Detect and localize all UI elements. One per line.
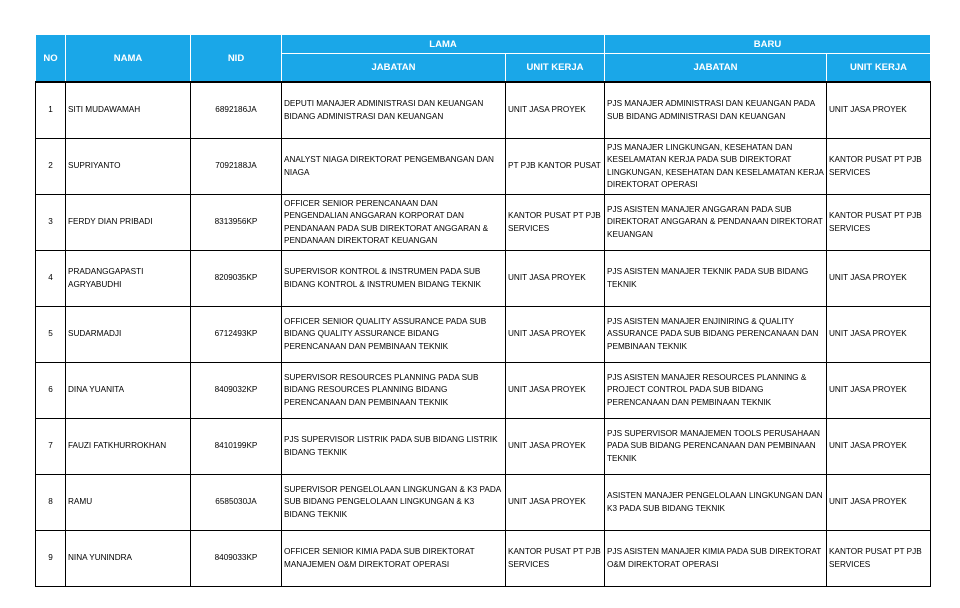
- header-unit-kerja-baru: UNIT KERJA: [827, 54, 931, 83]
- cell-no: 2: [36, 139, 66, 195]
- cell-nid: 6712493KP: [191, 307, 282, 363]
- mutation-table: [35, 34, 931, 587]
- cell-unit-lama: KANTOR PUSAT PT PJB SERVICES: [506, 195, 605, 251]
- cell-unit-baru: KANTOR PUSAT PT PJB SERVICES: [827, 195, 931, 251]
- table-row: [36, 419, 931, 475]
- table-row: [36, 307, 931, 363]
- header-nama: NAMA: [66, 35, 191, 83]
- cell-jabatan-lama: PJS SUPERVISOR LISTRIK PADA SUB BIDANG LISTRIK BIDANG TEKNIK: [282, 419, 506, 475]
- table-row: [36, 195, 931, 251]
- table-row: [36, 139, 931, 195]
- cell-no: 1: [36, 82, 66, 139]
- cell-unit-lama: UNIT JASA PROYEK: [506, 307, 605, 363]
- cell-jabatan-baru: PJS ASISTEN MANAJER TEKNIK PADA SUB BIDANG TEKNIK: [605, 251, 827, 307]
- header-lama: LAMA: [282, 35, 605, 54]
- cell-nid: 8410199KP: [191, 419, 282, 475]
- cell-unit-lama: UNIT JASA PROYEK: [506, 251, 605, 307]
- cell-nama: FERDY DIAN PRIBADI: [66, 195, 191, 251]
- cell-jabatan-lama: OFFICER SENIOR KIMIA PADA SUB DIREKTORAT MANAJEMEN O&M DIREKTORAT OPERASI: [282, 531, 506, 587]
- cell-jabatan-baru: PJS ASISTEN MANAJER KIMIA PADA SUB DIREKTORAT O&M DIREKTORAT OPERASI: [605, 531, 827, 587]
- table-row: [36, 82, 931, 139]
- cell-nid: 8409033KP: [191, 531, 282, 587]
- table-body: [36, 82, 931, 587]
- cell-no: 5: [36, 307, 66, 363]
- cell-nid: 8209035KP: [191, 251, 282, 307]
- cell-unit-lama: PT PJB KANTOR PUSAT: [506, 139, 605, 195]
- cell-unit-baru: KANTOR PUSAT PT PJB SERVICES: [827, 139, 931, 195]
- cell-jabatan-baru: PJS MANAJER ADMINISTRASI DAN KEUANGAN PADA SUB BIDANG ADMINISTRASI DAN KEUANGAN: [605, 82, 827, 139]
- cell-jabatan-lama: OFFICER SENIOR QUALITY ASSURANCE PADA SUB BIDANG QUALITY ASSURANCE BIDANG PERENCANAAN DAN PEMBINAAN TEKNIK: [282, 307, 506, 363]
- cell-unit-baru: UNIT JASA PROYEK: [827, 307, 931, 363]
- cell-unit-baru: UNIT JASA PROYEK: [827, 363, 931, 419]
- cell-nama: PRADANGGAPASTI AGRYABUDHI: [66, 251, 191, 307]
- cell-unit-lama: KANTOR PUSAT PT PJB SERVICES: [506, 531, 605, 587]
- cell-jabatan-lama: SUPERVISOR KONTROL & INSTRUMEN PADA SUB BIDANG KONTROL & INSTRUMEN BIDANG TEKNIK: [282, 251, 506, 307]
- cell-nid: 8409032KP: [191, 363, 282, 419]
- table-header: [36, 35, 931, 83]
- cell-no: 4: [36, 251, 66, 307]
- cell-no: 8: [36, 475, 66, 531]
- header-jabatan-lama: JABATAN: [282, 54, 506, 83]
- cell-nama: SUPRIYANTO: [66, 139, 191, 195]
- cell-unit-lama: UNIT JASA PROYEK: [506, 419, 605, 475]
- cell-unit-baru: UNIT JASA PROYEK: [827, 475, 931, 531]
- cell-unit-baru: UNIT JASA PROYEK: [827, 251, 931, 307]
- cell-nama: SUDARMADJI: [66, 307, 191, 363]
- cell-jabatan-baru: PJS ASISTEN MANAJER ENJINIRING & QUALITY ASSURANCE PADA SUB BIDANG PERENCANAAN DAN PEMBINAAN TEKNIK: [605, 307, 827, 363]
- cell-jabatan-lama: SUPERVISOR RESOURCES PLANNING PADA SUB BIDANG RESOURCES PLANNING BIDANG PERENCANAAN DAN PEMBINAAN TEKNIK: [282, 363, 506, 419]
- cell-jabatan-baru: PJS SUPERVISOR MANAJEMEN TOOLS PERUSAHAAN PADA SUB BIDANG PERENCANAAN DAN PEMBINAAN TEKNIK: [605, 419, 827, 475]
- table-row: [36, 363, 931, 419]
- cell-nid: 7092188JA: [191, 139, 282, 195]
- cell-unit-baru: UNIT JASA PROYEK: [827, 82, 931, 139]
- cell-nama: NINA YUNINDRA: [66, 531, 191, 587]
- header-no: NO: [36, 35, 66, 83]
- cell-nama: RAMU: [66, 475, 191, 531]
- header-jabatan-baru: JABATAN: [605, 54, 827, 83]
- cell-no: 6: [36, 363, 66, 419]
- cell-jabatan-lama: ANALYST NIAGA DIREKTORAT PENGEMBANGAN DAN NIAGA: [282, 139, 506, 195]
- cell-no: 9: [36, 531, 66, 587]
- cell-nid: 6585030JA: [191, 475, 282, 531]
- cell-unit-baru: UNIT JASA PROYEK: [827, 419, 931, 475]
- table-row: [36, 475, 931, 531]
- cell-unit-lama: UNIT JASA PROYEK: [506, 363, 605, 419]
- cell-jabatan-baru: PJS ASISTEN MANAJER RESOURCES PLANNING & PROJECT CONTROL PADA SUB BIDANG PERENCANAAN DAN PEMBINAAN TEKNIK: [605, 363, 827, 419]
- cell-jabatan-baru: PJS ASISTEN MANAJER ANGGARAN PADA SUB DIREKTORAT ANGGARAN & PENDANAAN DIREKTORAT KEUANGAN: [605, 195, 827, 251]
- cell-no: 7: [36, 419, 66, 475]
- cell-nama: DINA YUANITA: [66, 363, 191, 419]
- cell-jabatan-lama: SUPERVISOR PENGELOLAAN LINGKUNGAN & K3 PADA SUB BIDANG PENGELOLAAN LINGKUNGAN & K3 BIDANG TEKNIK: [282, 475, 506, 531]
- cell-nid: 6892186JA: [191, 82, 282, 139]
- table-row: [36, 251, 931, 307]
- cell-no: 3: [36, 195, 66, 251]
- cell-jabatan-lama: DEPUTI MANAJER ADMINISTRASI DAN KEUANGAN BIDANG ADMINISTRASI DAN KEUANGAN: [282, 82, 506, 139]
- cell-nama: SITI MUDAWAMAH: [66, 82, 191, 139]
- table-row: [36, 531, 931, 587]
- header-baru: BARU: [605, 35, 931, 54]
- cell-jabatan-baru: PJS MANAJER LINGKUNGAN, KESEHATAN DAN KESELAMATAN KERJA PADA SUB DIREKTORAT LINGKUNGAN, KESEHATAN DAN KESELAMATAN KERJA DIREKTORAT OPERASI: [605, 139, 827, 195]
- cell-jabatan-baru: ASISTEN MANAJER PENGELOLAAN LINGKUNGAN DAN K3 PADA SUB BIDANG TEKNIK: [605, 475, 827, 531]
- header-nid: NID: [191, 35, 282, 83]
- cell-unit-lama: UNIT JASA PROYEK: [506, 475, 605, 531]
- cell-unit-baru: KANTOR PUSAT PT PJB SERVICES: [827, 531, 931, 587]
- cell-nid: 8313956KP: [191, 195, 282, 251]
- cell-nama: FAUZI FATKHURROKHAN: [66, 419, 191, 475]
- header-unit-kerja-lama: UNIT KERJA: [506, 54, 605, 83]
- cell-jabatan-lama: OFFICER SENIOR PERENCANAAN DAN PENGENDALIAN ANGGARAN KORPORAT DAN PENDANAAN PADA SUB DIREKTORAT ANGGARAN & PENDANAAN DIREKTORAT KEUANGAN: [282, 195, 506, 251]
- cell-unit-lama: UNIT JASA PROYEK: [506, 82, 605, 139]
